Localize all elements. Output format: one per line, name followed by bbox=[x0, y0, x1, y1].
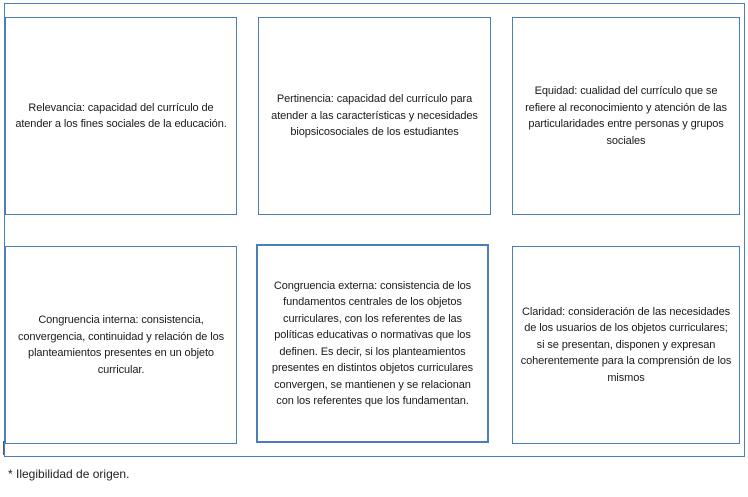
box-relevancia bbox=[5, 17, 237, 215]
box-pertinencia bbox=[258, 17, 491, 215]
frame-tick bbox=[3, 441, 4, 455]
box-claridad bbox=[512, 246, 740, 444]
box-equidad bbox=[512, 17, 740, 215]
box-congruencia-externa bbox=[256, 244, 489, 443]
box-congruencia-interna bbox=[5, 246, 237, 444]
box-congruencia-externa-text: Congruencia externa: consistencia de los fundamentos centrales de los objetos curriculares, con los referentes de las políticas educativas o normativas que los definen. Es decir, si los planteamientos presentes en distintos objetos curriculares convergen, se mantienen y se relacionan con los referentes que los fundamentan. bbox=[271, 279, 474, 407]
box-equidad-text: Equidad: cualidad del currículo que se refiere al reconocimiento y atención de las particularidades entre personas y grupos sociales bbox=[525, 85, 727, 147]
box-claridad-text: Claridad: consideración de las necesidades de los usuarios de los objetos curriculares; si se presentan, disponen y expresan coherentemente para la comprensión de los mismos bbox=[520, 305, 732, 384]
box-congruencia-interna-text: Congruencia interna: consistencia, convergencia, continuidad y relación de los planteamientos presentes en un objeto curricular. bbox=[17, 314, 225, 376]
box-pertinencia-text: Pertinencia: capacidad del currículo para atender a las características y necesidades biopsicosociales de los estudiantes bbox=[271, 93, 478, 139]
box-relevancia-text: Relevancia: capacidad del currículo de atender a los fines sociales de la educación. bbox=[15, 101, 227, 130]
footnote: * Ilegibilidad de origen. bbox=[8, 467, 130, 481]
